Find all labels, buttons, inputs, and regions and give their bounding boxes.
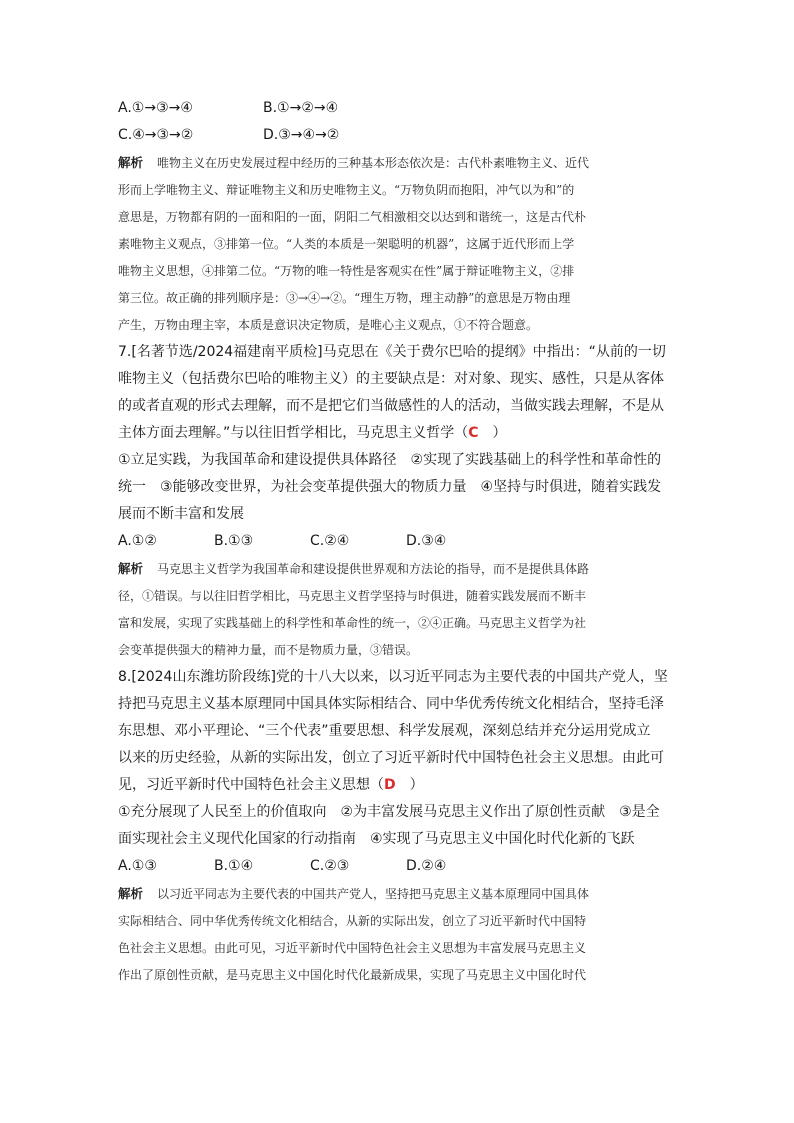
analysis-line: 实际相结合、同中华优秀传统文化相结合，从新的实际出发，创立了习近平新时代中国特: [118, 914, 587, 928]
document-page: [118, 95, 678, 989]
q8-statement-line: ①充分展现了人民至上的价值取向 ②为丰富发展马克思主义作出了原创性贡献 ③是全: [118, 804, 660, 820]
analysis-line: 第三位。故正确的排列顺序是：③→④→②。“理生万物，理主动静”的意思是万物由理: [118, 291, 571, 305]
analysis-line: 会变革提供强大的精神力量，而不是物质力量，③错误。: [118, 643, 419, 657]
q7-stem-line: 7.[名著节选/2024福建南平质检]马克思在《关于费尔巴哈的提纲》中指出：“从前的一切: [118, 344, 666, 360]
q8-stem-line: 以来的历史经验，从新的实际出发，创立了习近平新时代中国特色社会主义思想。由此可: [118, 750, 664, 766]
q6-analysis: [118, 149, 678, 339]
analysis-line: 作出了原创性贡献，是马克思主义中国化时代化最新成果，实现了马克思主义中国化时代: [118, 968, 587, 982]
q7-stem-line: 唯物主义（包括费尔巴哈的唯物主义）的主要缺点是：对对象、现实、感性，只是从客体: [118, 371, 664, 387]
q7-stem-line: 的或者直观的形式去理解，而不是把它们当做感性的人的活动，当做实践去理解，不是从: [118, 398, 664, 414]
analysis-line: 素唯物主义观点，③排第一位。“人类的本质是一架聪明的机器”，这属于近代形而上学: [118, 237, 575, 251]
analysis-line: 产生，万物由理主宰，本质是意识决定物质，是唯心主义观点，①不符合题意。: [118, 318, 539, 332]
q6-option-a: A.①→③→④: [118, 100, 193, 116]
q7-option-c: C.②④: [310, 533, 350, 549]
q8-answer: D: [384, 777, 396, 793]
analysis-line: 解析 唯物主义在历史发展过程中经历的三种基本形态依次是：古代朴素唯物主义、近代: [118, 155, 590, 170]
q6-options-row-2: [118, 122, 678, 149]
q8-option-b: B.①④: [214, 858, 254, 874]
q6-option-c: C.④→③→②: [118, 127, 194, 143]
q7-option-d: D.③④: [406, 533, 447, 549]
q8-stem-line: 见，习近平新时代中国特色社会主义思想（D ）: [118, 777, 424, 793]
q7-statement-line: 统一 ③能够改变世界，为社会变革提供强大的物质力量 ④坚持与时俱进，随着实践发: [118, 479, 662, 495]
q8-option-c: C.②③: [310, 858, 350, 874]
q7-options: [118, 528, 678, 555]
q7-stem-line: 主体方面去理解。”与以往旧哲学相比，马克思主义哲学（C ）: [118, 425, 507, 441]
q6-option-b: B.①→②→④: [263, 100, 339, 116]
q8-stem-line: 持把马克思主义基本原理同中国具体实际相结合、同中华优秀传统文化相结合，坚持毛泽: [118, 696, 664, 712]
q8-option-a: A.①③: [118, 858, 157, 874]
q7-option-b: B.①③: [214, 533, 254, 549]
q8-stem-line: 东思想、邓小平理论、“三个代表”重要思想、科学发展观，深刻总结并充分运用党成立: [118, 723, 651, 739]
analysis-line: 解析 以习近平同志为主要代表的中国共产党人，坚持把马克思主义基本原理同中国具体: [118, 886, 590, 901]
question-7: [118, 339, 678, 664]
q7-statement-line: ①立足实践，为我国革命和建设提供具体路径 ②实现了实践基础上的科学性和革命性的: [118, 452, 662, 468]
analysis-label: 解析: [118, 886, 144, 901]
q6-options-row-1: [118, 95, 678, 122]
q8-analysis: [118, 880, 678, 989]
q6-option-d: D.③→④→②: [263, 127, 340, 143]
q8-statement-line: 面实现社会主义现代化国家的行动指南 ④实现了马克思主义中国化时代化新的飞跃: [118, 831, 635, 847]
q7-statement-line: 展而不断丰富和发展: [118, 506, 244, 522]
q7-option-a: A.①②: [118, 533, 157, 549]
analysis-line: 唯物主义思想，④排第二位。“万物的唯一特性是客观实在性”属于辩证唯物主义，②排: [118, 264, 575, 278]
analysis-line: 富和发展，实现了实践基础上的科学性和革命性的统一，②④正确。马克思主义哲学为社: [118, 616, 587, 630]
q8-option-d: D.②④: [406, 858, 447, 874]
q8-options: [118, 853, 678, 880]
analysis-line: 形而上学唯物主义、辩证唯物主义和历史唯物主义。“万物负阴而抱阳，冲气以为和”的: [118, 183, 575, 197]
q8-stem-line: 8.[2024山东潍坊阶段练]党的十八大以来，以习近平同志为主要代表的中国共产党人，坚: [118, 669, 668, 685]
analysis-line: 意思是，万物都有阴的一面和阳的一面，阴阳二气相激相交以达到和谐统一，这是古代朴: [118, 210, 587, 224]
analysis-line: 径，①错误。与以往旧哲学相比，马克思主义哲学坚持与时俱进，随着实践发展而不断丰: [118, 589, 587, 603]
q7-analysis: [118, 555, 678, 664]
q7-answer: C: [468, 425, 479, 441]
analysis-line: 色社会主义思想。由此可见，习近平新时代中国特色社会主义思想为丰富发展马克思主义: [118, 941, 587, 955]
question-8: [118, 664, 678, 989]
analysis-line: 解析 马克思主义哲学为我国革命和建设提供世界观和方法论的指导，而不是提供具体路: [118, 561, 590, 576]
analysis-label: 解析: [118, 155, 144, 170]
analysis-label: 解析: [118, 561, 144, 576]
